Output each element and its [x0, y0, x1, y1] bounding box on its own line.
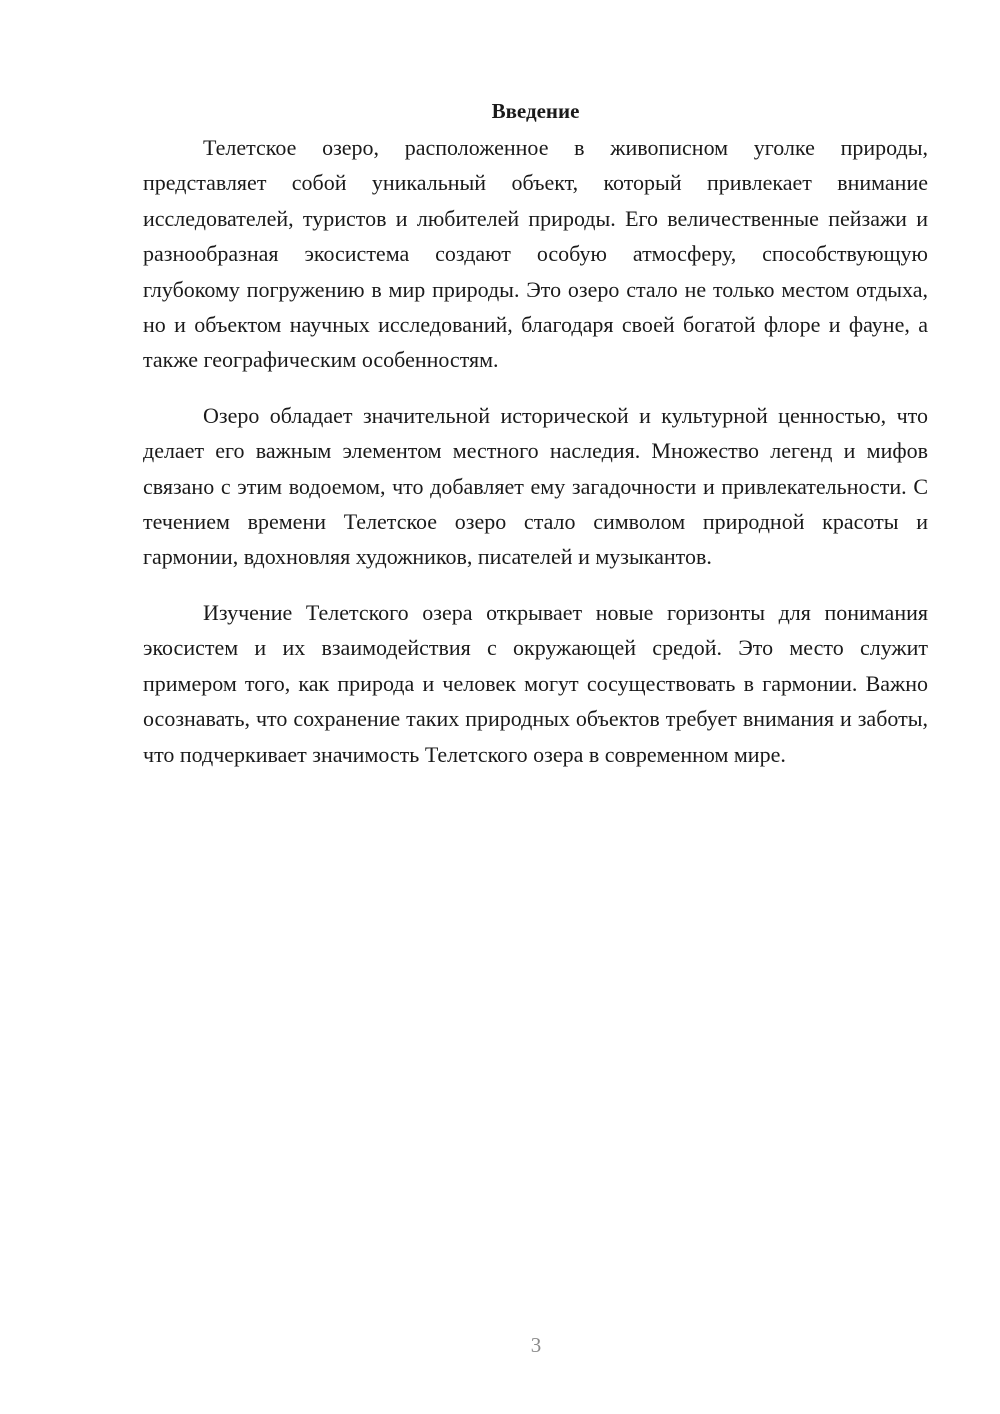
section-heading: Введение: [491, 99, 580, 123]
page-number: 3: [530, 1333, 542, 1357]
paragraph-3: Изучение Телетского озера открывает новые горизонты для понимания экосистем и их взаимодействия с окружающей средой. Это место служит примером того, как природа и человек могут сосуществовать в гармонии. Важно осознавать, что сохранение таких природных объектов требует внимания и заботы, что подчеркивает значимость Телетского озера в современном мире.: [143, 599, 928, 767]
page-content: [143, 96, 928, 772]
paragraph-1: Телетское озеро, расположенное в живописном уголке природы, представляет собой уникальный объект, который привлекает внимание исследователей, туристов и любителей природы. Его величественные пейзажи и разнообразная экосистема создают особую атмосферу, способствующую глубокому погружению в мир природы. Это озеро стало не только местом отдыха, но и объектом научных исследований, благодаря своей богатой флоре и фауне, а также географическим особенностям.: [143, 135, 928, 373]
paragraph-2: Озеро обладает значительной исторической и культурной ценностью, что делает его важным элементом местного наследия. Множество легенд и мифов связано с этим водоемом, что добавляет ему загадочности и привлекательности. С течением времени Телетское озеро стало символом природной красоты и гармонии, вдохновляя художников, писателей и музыкантов.: [143, 402, 928, 570]
